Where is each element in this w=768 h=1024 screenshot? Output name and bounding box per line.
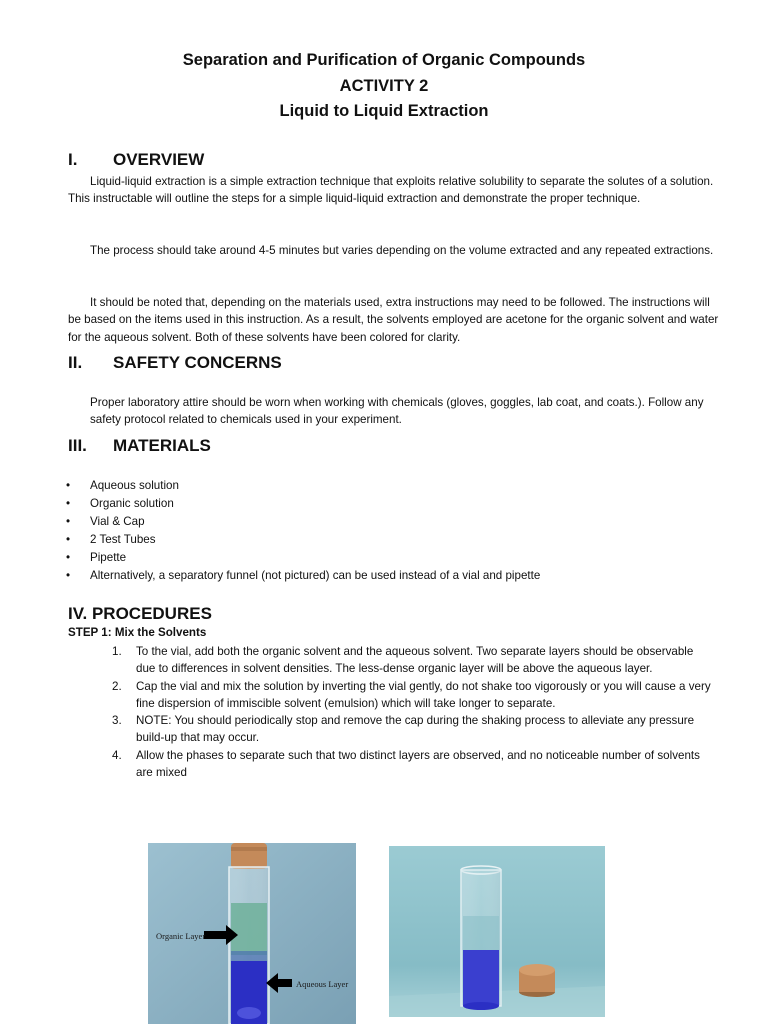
- title-block: [0, 48, 768, 125]
- step-item: 1. To the vial, add both the organic solvent and the aqueous solvent. Two separate layers should be observable due to differences in solvent densities. The less-dense organic layer will be above the aqueous layer.: [112, 645, 694, 676]
- step-title: STEP 1: Mix the Solvents: [68, 626, 207, 639]
- step-item: 2. Cap the vial and mix the solution by inverting the vial gently, do not shake too vigorously or you will cause a very fine dispersion of immiscible solvent (emulsion) which will take longer to separate.: [112, 679, 711, 710]
- list-item: • 2 Test Tubes: [66, 533, 156, 546]
- list-item: • Vial & Cap: [66, 515, 145, 528]
- materials-heading: [68, 436, 211, 456]
- section-number: II.: [68, 353, 83, 372]
- list-item: • Pipette: [66, 551, 127, 564]
- safety-heading: [68, 353, 282, 373]
- safety-text: Proper laboratory attire should be worn when working with chemicals (gloves, goggles, lab coat, and coats.). Follow any safety protocol related to chemicals used in your experiment.: [90, 396, 704, 427]
- organic-layer-label: Organic Layer: [156, 931, 206, 941]
- section-title: SAFETY CONCERNS: [113, 353, 282, 372]
- step-item: 3. NOTE: You should periodically stop and remove the cap during the shaking process to alleviate any pressure build-up that may occur.: [112, 714, 695, 745]
- section-number: III.: [68, 436, 87, 455]
- materials-list: [62, 477, 540, 585]
- section-title: OVERVIEW: [113, 150, 205, 169]
- open-vial-photo: [389, 846, 605, 1017]
- list-item: • Aqueous solution: [66, 479, 179, 492]
- procedures-heading: IV. PROCEDURES: [68, 604, 212, 623]
- aqueous-layer-label: Aqueous Layer: [296, 979, 349, 989]
- overview-paragraph-2: The process should take around 4-5 minutes but varies depending on the volume extracted and any repeated extractions.: [90, 244, 714, 257]
- list-item: • Alternatively, a separatory funnel (not pictured) can be used instead of a vial and pipette: [66, 569, 541, 582]
- vial-layers-photo: [148, 843, 356, 1024]
- activity-number: ACTIVITY 2: [339, 76, 429, 95]
- overview-heading: [68, 150, 204, 170]
- section-number: I.: [68, 150, 78, 169]
- section-title: MATERIALS: [113, 436, 211, 455]
- document-title: Separation and Purification of Organic Compounds: [182, 51, 586, 69]
- step-item: 4. Allow the phases to separate such that two distinct layers are observed, and no noticeable number of solvents are mixed: [112, 748, 700, 780]
- overview-paragraph-1: Liquid-liquid extraction is a simple extraction technique that exploits relative solubility to separate the solutes of a solution. This instructable will outline the steps for a simple liquid-liquid extraction and demonstrate the proper technique.: [68, 175, 714, 206]
- procedure-steps: [112, 643, 712, 781]
- activity-title: Liquid to Liquid Extraction: [279, 102, 489, 120]
- overview-paragraph-3: It should be noted that, depending on the materials used, extra instructions may need to be followed. The instructions will be based on the items used in this instruction. As a result, the solvents employed are acetone for the organic solvent and water for the aqueous solvent. Both of these solvents have been colored for clarity.: [68, 296, 719, 344]
- list-item: • Organic solution: [66, 497, 174, 510]
